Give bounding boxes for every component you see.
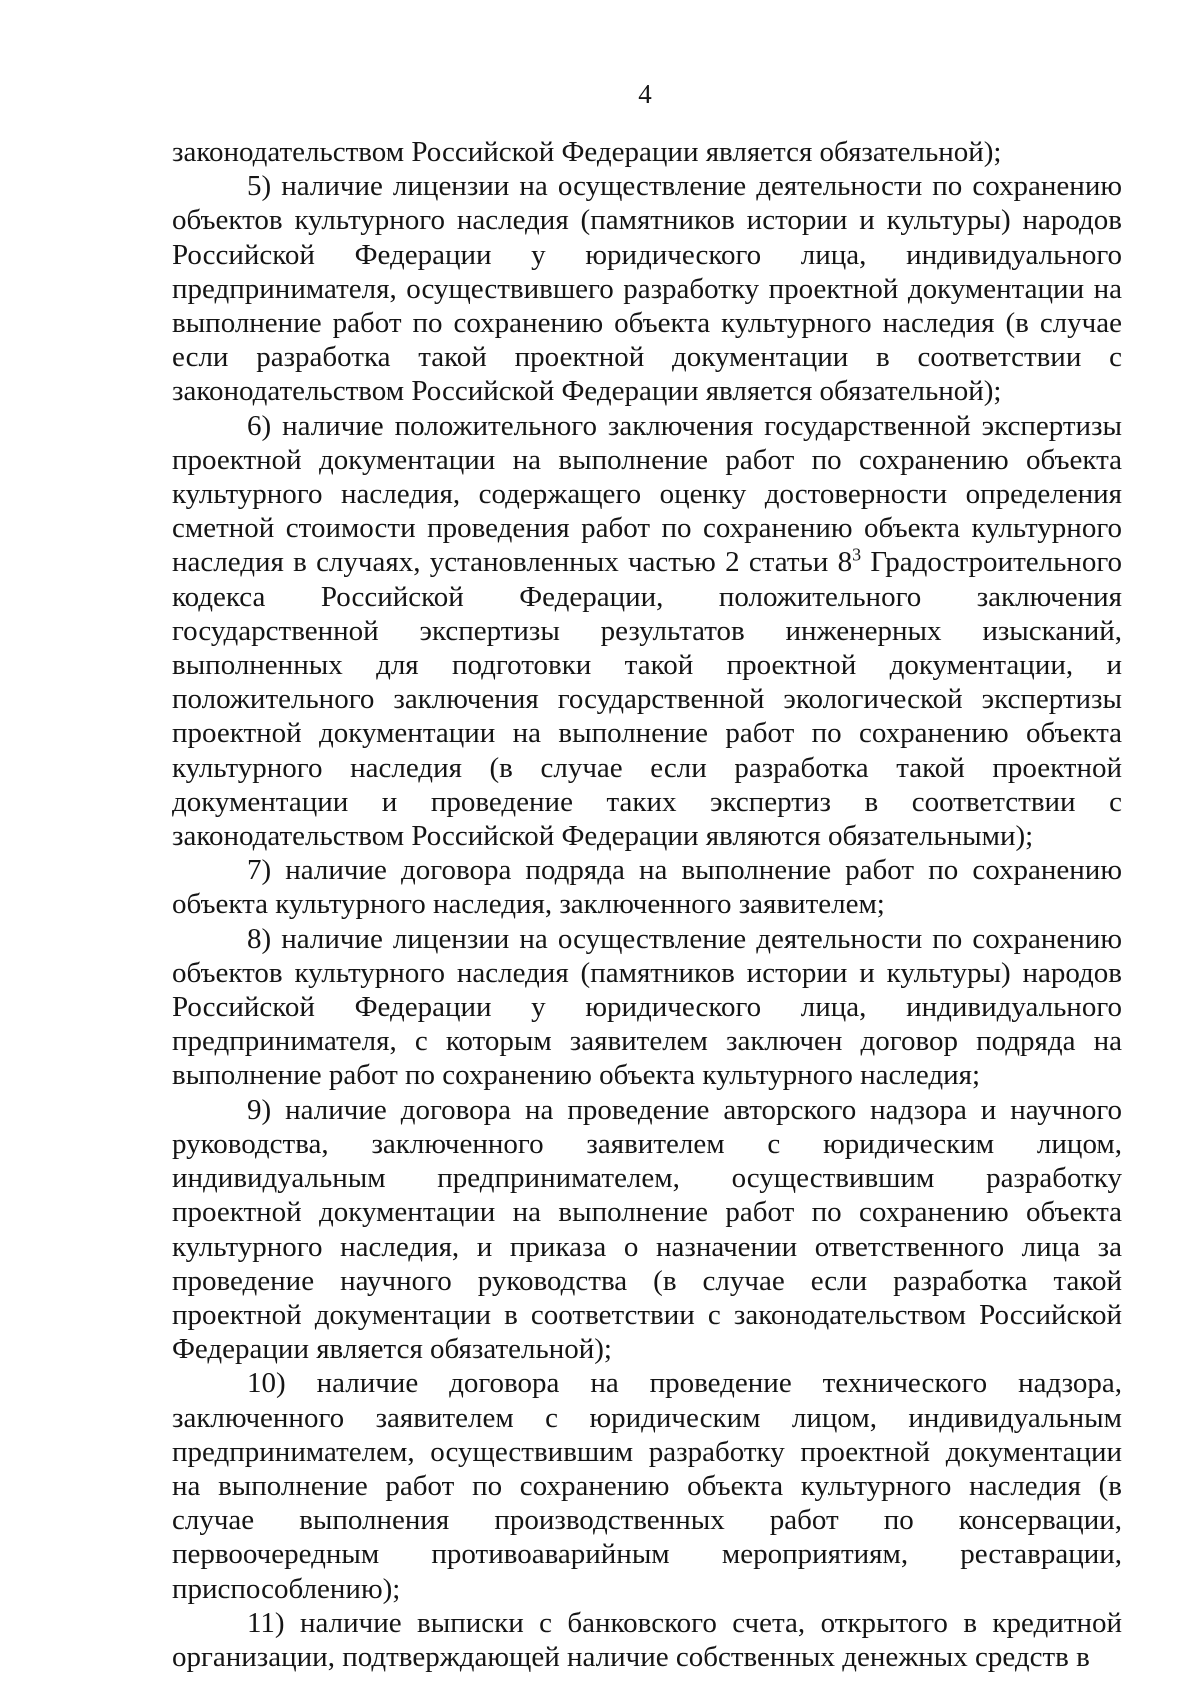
- paragraph-item-6-text-after: Градостроительного кодекса Российской Федерации, положительного заключения государственной экспертизы результатов инженерных изысканий, выполненных для подготовки такой проектной документации, и положительного заключения государственной экологической экспертизы проектной документации на выполнение работ по сохранению объекта культурного наследия (в случае если разработка такой проектной документации и проведение таких экспертиз в соответствии с законодательством Российской Федерации являются обязательными);: [172, 546, 1123, 853]
- page-number: 4: [638, 79, 652, 109]
- paragraph-item-8: 8) наличие лицензии на осуществление деятельности по сохранению объектов культурного наследия (памятников истории и культуры) народов Российской Федерации у юридического лица, индивидуального предпринимателя, с которым заявителем заключен договор подряда на выполнение работ по сохранению объекта культурного наследия;: [172, 922, 1122, 1092]
- paragraph-continuation: законодательством Российской Федерации является обязательной);: [172, 136, 1002, 168]
- paragraph-item-11: 11) наличие выписки с банковского счета, открытого в кредитной организации, подтверждающей наличие собственных денежных средств в: [172, 1606, 1122, 1673]
- paragraph-item-5: 5) наличие лицензии на осуществление деятельности по сохранению объектов культурного наследия (памятников истории и культуры) народов Российской Федерации у юридического лица, индивидуального предпринимателя, осуществившего разработку проектной документации на выполнение работ по сохранению объекта культурного наследия (в случае если разработка такой проектной документации в соответствии с законодательством Российской Федерации является обязательной);: [172, 170, 1122, 408]
- document-body: [172, 135, 1122, 1674]
- paragraph-item-7: 7) наличие договора подряда на выполнение работ по сохранению объекта культурного наследия, заключенного заявителем;: [172, 854, 1122, 921]
- superscript-mark: 3: [852, 544, 862, 565]
- paragraph-item-10: 10) наличие договора на проведение технического надзора, заключенного заявителем с юридическим лицом, индивидуальным предпринимателем, осуществившим разработку проектной документации на выполнение работ по сохранению объекта культурного наследия (в случае выполнения производственных работ по консервации, первоочередным противоаварийным мероприятиям, реставрации, приспособлению);: [172, 1367, 1122, 1605]
- paragraph-item-6-text-before: 6) наличие положительного заключения государственной экспертизы проектной документации на выполнение работ по сохранению объекта культурного наследия, содержащего оценку достоверности определения сметной стоимости проведения работ по сохранению объекта культурного наследия в случаях, установленных частью 2 статьи 8: [172, 409, 1122, 579]
- paragraph-item-6: [172, 409, 1122, 854]
- paragraph-item-9: 9) наличие договора на проведение авторского надзора и научного руководства, заключенного заявителем с юридическим лицом, индивидуальным предпринимателем, осуществившим разработку проектной документации на выполнение работ по сохранению объекта культурного наследия, и приказа о назначении ответственного лица за проведение научного руководства (в случае если разработка такой проектной документации в соответствии с законодательством Российской Федерации является обязательной);: [172, 1093, 1122, 1366]
